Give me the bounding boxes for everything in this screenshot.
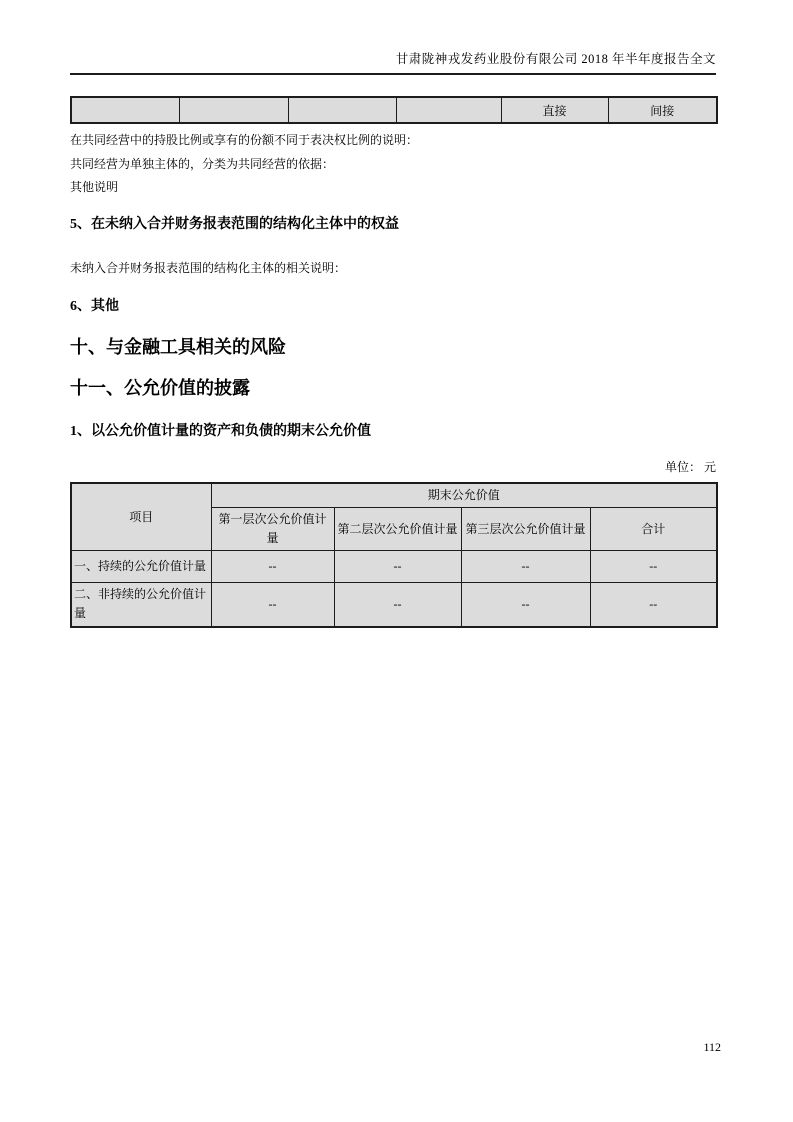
- header-cell-level-3: 第三层次公允价值计量: [461, 508, 590, 551]
- header-cell-total: 合计: [590, 508, 717, 551]
- value-cell: --: [211, 583, 334, 627]
- row-label: 一、持续的公允价值计量: [71, 551, 211, 583]
- value-cell: --: [334, 551, 461, 583]
- table-cell-empty: [179, 97, 288, 123]
- value-cell: --: [461, 551, 590, 583]
- table-cell-direct: 直接: [501, 97, 608, 123]
- header-cell-period-end-fair-value: 期末公允价值: [211, 483, 717, 508]
- value-cell: --: [211, 551, 334, 583]
- paragraph-other-note: 其他说明: [70, 180, 119, 194]
- row-label: 二、非持续的公允价值计量: [71, 583, 211, 627]
- heading-financial-instrument-risk: 十、与金融工具相关的风险: [70, 337, 286, 357]
- paragraph-share-ratio-note: 在共同经营中的持股比例或享有的份额不同于表决权比例的说明：: [70, 133, 419, 147]
- unit-label: 单位： 元: [664, 460, 716, 474]
- table-header-row-group: [71, 483, 717, 508]
- table-cell-empty: [288, 97, 396, 123]
- paragraph-joint-operation-basis: 共同经营为单独主体的，分类为共同经营的依据：: [70, 157, 335, 171]
- fair-value-table: [70, 482, 718, 628]
- joint-operation-table: [70, 96, 718, 124]
- heading-structured-entities: 5、在未纳入合并财务报表范围的结构化主体中的权益: [70, 217, 399, 232]
- report-header-title: 甘肃陇神戎发药业股份有限公司 2018 年半年度报告全文: [395, 52, 716, 66]
- value-cell: --: [590, 583, 717, 627]
- header-cell-level-2: 第二层次公允价值计量: [334, 508, 461, 551]
- table-row-non-continuous: [71, 583, 717, 627]
- page-number: 112: [703, 1040, 721, 1054]
- header-divider: [70, 73, 716, 75]
- heading-other: 6、其他: [70, 299, 119, 314]
- table-cell-empty: [71, 97, 179, 123]
- heading-fair-value-measurement: 1、以公允价值计量的资产和负债的期末公允价值: [70, 424, 371, 439]
- value-cell: --: [590, 551, 717, 583]
- header-cell-project: 项目: [71, 483, 211, 551]
- heading-fair-value-disclosure: 十一、公允价值的披露: [70, 378, 250, 398]
- table-cell-indirect: 间接: [608, 97, 717, 123]
- table-cell-empty: [396, 97, 501, 123]
- table-row: [71, 97, 717, 123]
- paragraph-structured-entities-note: 未纳入合并财务报表范围的结构化主体的相关说明：: [70, 261, 347, 275]
- header-cell-level-1: 第一层次公允价值计量: [211, 508, 334, 551]
- value-cell: --: [461, 583, 590, 627]
- value-cell: --: [334, 583, 461, 627]
- table-row-continuous: [71, 551, 717, 583]
